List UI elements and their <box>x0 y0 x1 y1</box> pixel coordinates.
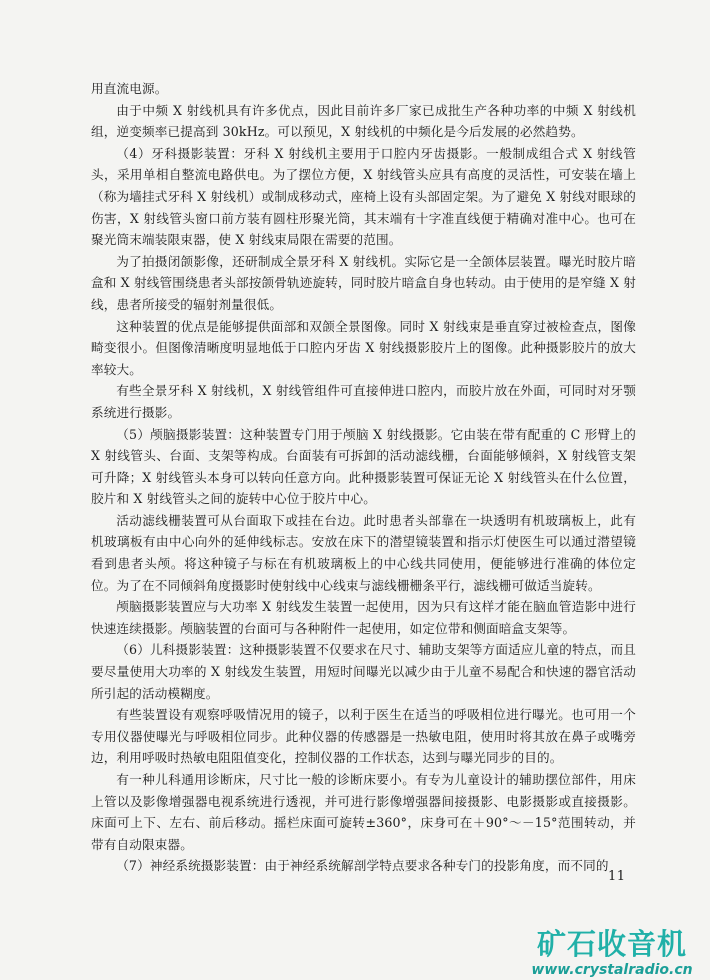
paragraph-cranial-unit: （5）颅脑摄影装置：这种装置专门用于颅脑 X 射线摄影。它由装在带有配重的 C 形臂上的 X 射线管头、台面、支架等构成。台面装有可拆卸的活动滤线栅，台面能够倾斜，X 射线管支架可升降；X 射线管头本身可以转向任意方向。此种摄影装置可保证无论 X 射线管头在什么位置，胶片和 X 射线管头之间的旋转中心位于胶片中心。 <box>91 426 636 507</box>
page-number: 11 <box>608 869 626 884</box>
paragraph-panoramic-advantages: 这种装置的优点是能够提供面部和双颌全景图像。同时 X 射线束是垂直穿过被检查点，图像畸变很小。但图像清晰度明显地低于口腔内牙齿 X 射线摄影胶片上的图像。此种摄影胶片的放大率较大。 <box>91 318 636 377</box>
paragraph-continuation: 用直流电源。 <box>91 81 168 96</box>
paragraph-pediatric-table: 有一种儿科通用诊断床，尺寸比一般的诊断床要小。有专为儿童设计的辅助摆位部件，用床上管以及影像增强器电视系统进行透视，并可进行影像增强器间接摄影、电影摄影或直接摄影。床面可上下、左右、前后移动。摇栏床面可旋转±360°，床身可在＋90°～－15°范围转动，并带有自动限束器。 <box>91 772 636 852</box>
paragraph-cranial-generator: 颅脑摄影装置应与大功率 X 射线发生装置一起使用，因为只有这样才能在脑血管造影中进行快速连续摄影。颅脑装置的台面可与各种附件一起使用，如定位带和侧面暗盒支架等。 <box>91 599 636 636</box>
paragraph-panoramic-unit: 为了拍摄闭颌影像，还研制成全景牙科 X 射线机。实际它是一全颌体层装置。曝光时胶片暗盒和 X 射线管围绕患者头部按颌骨轨迹旋转，同时胶片暗盒自身也转动。由于使用的是窄缝 X 射线，患者所接受的辐射剂量很低。 <box>91 253 636 312</box>
paragraph-dental-unit: （4）牙科摄影装置：牙科 X 射线机主要用于口腔内牙齿摄影。一般制成组合式 X 射线管头，采用单相自整流电路供电。为了摆位方便，X 射线管头应具有高度的灵活性，可安装在墙上（称为墙挂式牙科 X 射线机）或制成移动式，座椅上设有头部固定架。为了避免 X 射线对眼球的伤害，X 射线管头窗口前方装有圆柱形聚光筒，其末端有十字准直线便于精确对准中心。也可在聚光筒末端装限束器，使 X 射线束局限在需要的范围。 <box>91 145 636 248</box>
watermark-title: 矿石收音机 <box>536 927 687 961</box>
paragraph-neuro-unit: （7）神经系统摄影装置：由于神经系统解剖学特点要求各种专门的投影角度，而不同的 <box>116 858 609 874</box>
paragraph-intermediate-frequency: 由于中频 X 射线机具有许多优点，因此目前许多厂家已成批生产各种功率的中频 X 射线机组，逆变频率已提高到 30kHz。可以预见，X 射线机的中频化是今后发展的必然趋势。 <box>91 102 636 140</box>
paragraph-cranial-grid: 活动滤线栅装置可从台面取下或挂在台边。此时患者头部靠在一块透明有机玻璃板上，此有机玻璃板有由中心向外的延伸线标志。安放在床下的潜望镜装置和指示灯使医生可以通过潜望镜看到患者头颅。将这种镜子与标在有机玻璃板上的中心线共同使用，便能够进行准确的体位定位。为了在不同倾斜角度摄影时使射线中心线束与滤线栅栅条平行，滤线栅可做适当旋转。 <box>91 512 636 593</box>
paragraph-pediatric-respiration: 有些装置设有观察呼吸情况用的镜子，以利于医生在适当的呼吸相位进行曝光。也可用一个专用仪器使曝光与呼吸相位同步。此种仪器的传感器是一热敏电阻，使用时将其放在鼻子或嘴旁边，利用呼吸时热敏电阻阻值变化，控制仪器的工作状态，达到与曝光同步的目的。 <box>91 707 636 766</box>
paragraph-panoramic-intraoral: 有些全景牙科 X 射线机，X 射线管组件可直接伸进口腔内，而胶片放在外面，可同时对牙颚系统进行摄影。 <box>91 383 636 420</box>
watermark-url: www.crystalradio.cn <box>531 962 693 978</box>
page-text <box>91 78 636 877</box>
watermark-logo <box>522 926 702 978</box>
paragraph-pediatric-unit: （6）儿科摄影装置：这种摄影装置不仅要求在尺寸、辅助支架等方面适应儿童的特点，而且要尽量使用大功率的 X 射线发生装置，用短时间曝光以减少由于儿童不易配合和快速的器官活动所引起的活动模糊度。 <box>91 642 636 701</box>
